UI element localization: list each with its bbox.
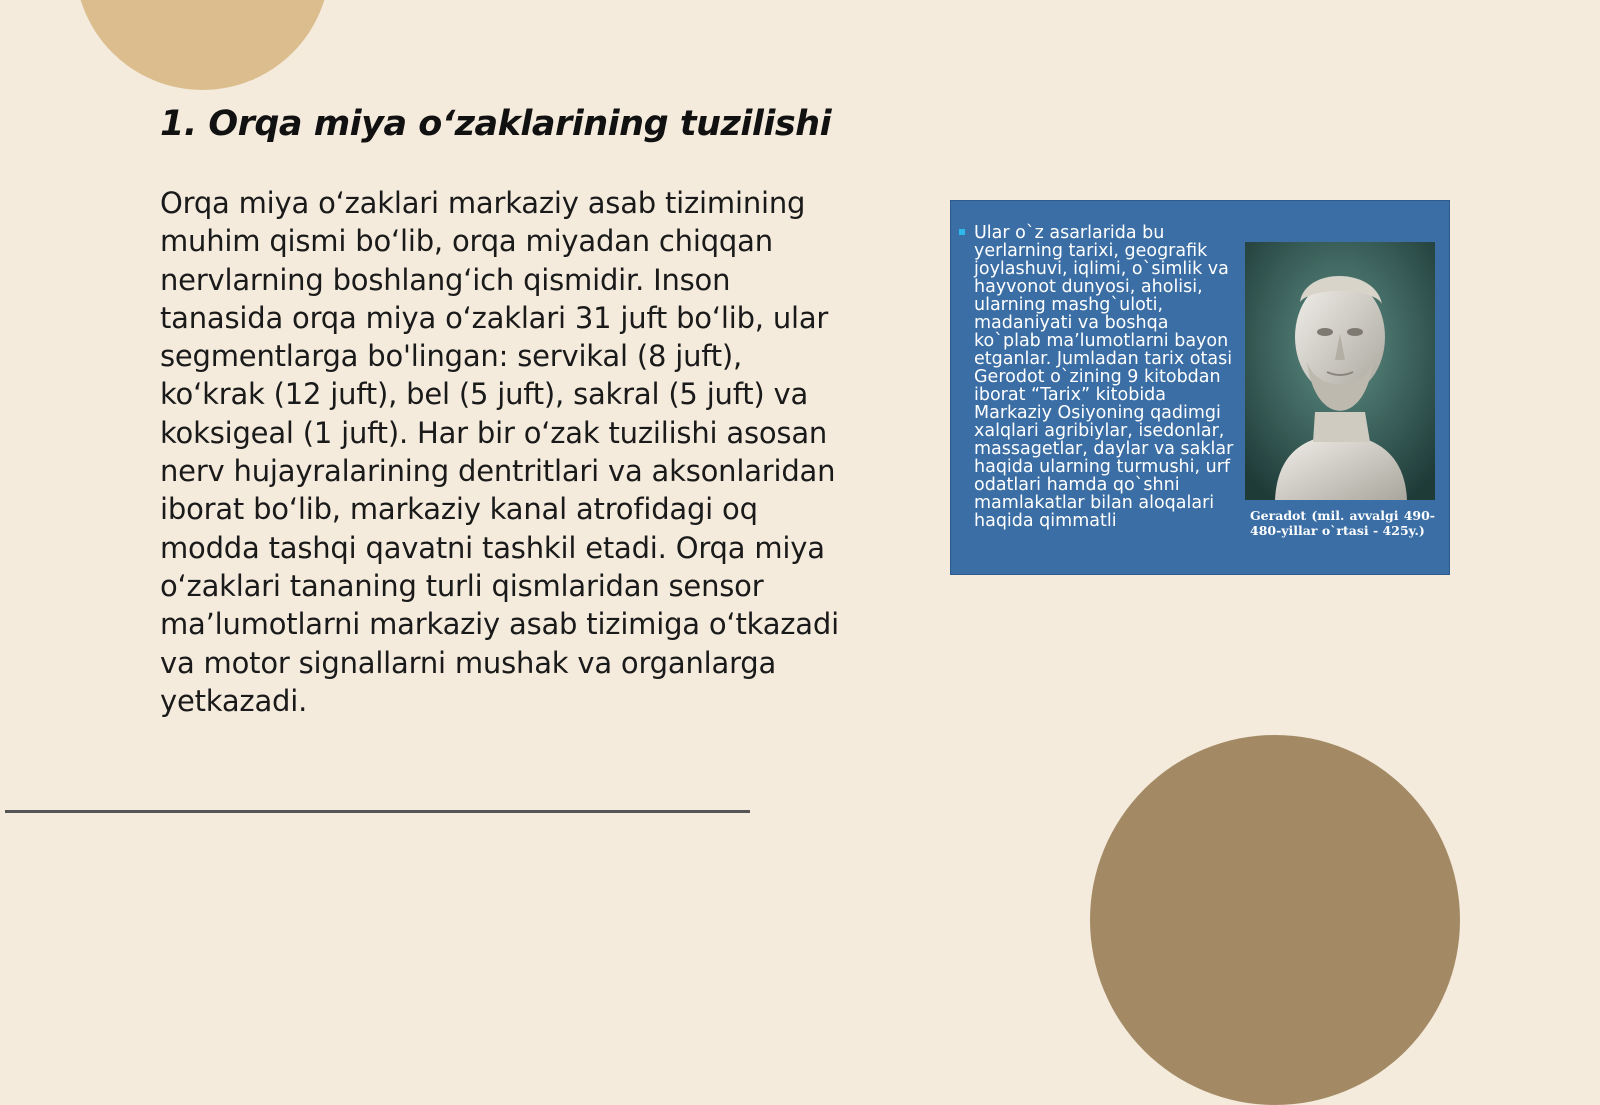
figure-caption: Geradot (mil. avvalgi 490-480-yillar o`rtasi - 425y.) (1250, 508, 1435, 538)
figure-text: Ular o`z asarlarida bu yerlarning tarixi, geografik joylashuvi, iqlimi, o`simlik va hayvonot dunyosi, aholisi, ularning mashg`uloti, madaniyati va boshqa ko`plab ma’lumotlarni bayon etganlar. Jumladan tarix otasi Gerodot o`zining 9 kitobdan iborat “Tarix” kitobida Markaziy Osiyoning qadimgi xalqlari agribiylar, isedonlar, massagetlar, daylar va saklar haqida ularning turmushi, urf odatlari hamda qo`shni mamlakatlar bilan aloqalari haqida qimmatli (974, 223, 1234, 531)
decorative-circle-bottom (1090, 735, 1460, 1105)
decorative-circle-top (75, 0, 330, 90)
divider-line (5, 810, 750, 813)
slide-body-text: Orqa miya o‘zaklari markaziy asab tizimining muhim qismi bo‘lib, orqa miyadan chiqqan nervlarning boshlang‘ich qismidir. Inson tanasida orqa miya o‘zaklari 31 juft bo‘lib, ular segmentlarga bo'lingan: servikal (8 juft), ko‘krak (12 juft), bel (5 juft), sakral (5 juft) va koksigeal (1 juft). Har bir o‘zak tuzilishi asosan nerv hujayralarining dentritlari va aksonlaridan iborat bo‘lib, markaziy kanal atrofidagi oq modda tashqi qavatni tashkil etadi. Orqa miya o‘zaklari tananing turli qismlaridan sensor ma’lumotlarni markaziy asab tizimiga o‘tkazadi va motor signallarni mushak va organlarga yetkazadi. (160, 186, 839, 718)
bullet-icon (959, 229, 965, 235)
slide-figure-image (950, 200, 1450, 575)
bust-statue-icon (1245, 242, 1435, 500)
slide-title: 1. Orqa miya o‘zaklarining tuzilishi (160, 104, 832, 144)
